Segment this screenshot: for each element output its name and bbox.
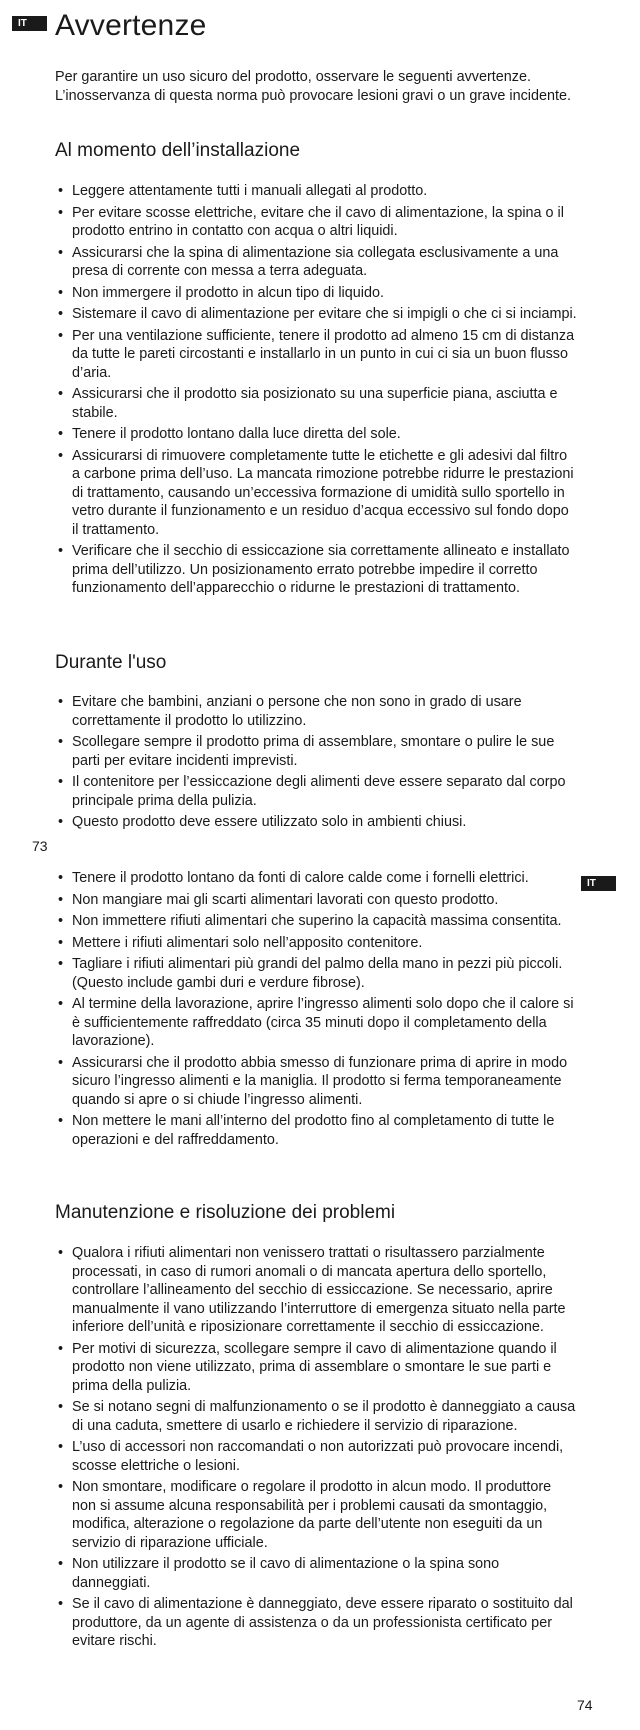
list-item: • L’uso di accessori non raccomandati o non autorizzati può provocare incendi, scosse elettriche o lesioni. — [57, 1438, 577, 1475]
section-heading-maintenance: Manutenzione e risoluzione dei problemi — [55, 1202, 396, 1223]
list-item: • Non mangiare mai gli scarti alimentari lavorati con questo prodotto. — [57, 891, 577, 910]
language-tag: IT — [12, 16, 47, 31]
list-item: • Scollegare sempre il prodotto prima di assemblare, smontare o pulire le sue parti per evitare incidenti imprevisti. — [57, 733, 577, 770]
page-number-left: 73 — [32, 838, 48, 854]
list-item: • Assicurarsi che la spina di alimentazione sia collegata esclusivamente a una presa di corrente con messa a terra adeguata. — [57, 244, 577, 281]
language-tag-side: IT — [581, 876, 616, 891]
page-title: Avvertenze — [55, 9, 207, 42]
list-item: • Leggere attentamente tutti i manuali allegati al prodotto. — [57, 182, 577, 201]
list-item: • Sistemare il cavo di alimentazione per evitare che si impigli o che ci si inciampi. — [57, 305, 577, 324]
section-heading-installation: Al momento dell’installazione — [55, 140, 301, 161]
list-item: • Il contenitore per l’essiccazione degli alimenti deve essere separato dal corpo principale prima della pulizia. — [57, 773, 577, 810]
installation-list — [57, 182, 577, 601]
usage-list-continued — [57, 869, 577, 1152]
usage-list — [57, 693, 577, 835]
section-heading-usage: Durante l'uso — [55, 652, 167, 673]
list-item: • Non immergere il prodotto in alcun tipo di liquido. — [57, 284, 577, 303]
list-item: • Questo prodotto deve essere utilizzato solo in ambienti chiusi. — [57, 813, 577, 832]
list-item: • Se si notano segni di malfunzionamento o se il prodotto è danneggiato a causa di una caduta, smettere di usarlo e richiedere il servizio di riparazione. — [57, 1398, 577, 1435]
page-number-right: 74 — [577, 1697, 593, 1713]
list-item: • Assicurarsi che il prodotto sia posizionato su una superficie piana, asciutta e stabile. — [57, 385, 577, 422]
list-item: • Tenere il prodotto lontano dalla luce diretta del sole. — [57, 425, 577, 444]
list-item: • Qualora i rifiuti alimentari non venissero trattati o risultassero parzialmente processati, in caso di rumori anomali o di mancata apertura dello sportello, controllare l’allineamento del secchio di essiccazione. Se necessario, aprire manualmente il vano utilizzando l’interruttore di emergenza situato nella parte inferiore dell’unità e riposizionare correttamente il secchio di essiccazione. — [57, 1244, 577, 1337]
list-item: • Se il cavo di alimentazione è danneggiato, deve essere riparato o sostituito dal produttore, da un agente di assistenza o da un professionista certificato per evitare rischi. — [57, 1595, 577, 1651]
list-item: • Assicurarsi di rimuovere completamente tutte le etichette e gli adesivi dal filtro a carbone prima dell’uso. La mancata rimozione potrebbe ridurre le prestazioni di trattamento, causando un’eccessiva formazione di umidità sullo sportello in vetro durante il funzionamento e un residuo d’acqua eccessivo sul fondo dopo il trattamento. — [57, 447, 577, 540]
list-item: • Evitare che bambini, anziani o persone che non sono in grado di usare correttamente il prodotto lo utilizzino. — [57, 693, 577, 730]
intro-paragraph: Per garantire un uso sicuro del prodotto, osservare le seguenti avvertenze. L’inosservanza di questa norma può provocare lesioni gravi o un grave incidente. — [55, 69, 571, 104]
list-item: • Non utilizzare il prodotto se il cavo di alimentazione o la spina sono danneggiati. — [57, 1555, 577, 1592]
list-item: • Non mettere le mani all’interno del prodotto fino al completamento di tutte le operazioni e del raffreddamento. — [57, 1112, 577, 1149]
list-item: • Non immettere rifiuti alimentari che superino la capacità massima consentita. — [57, 912, 577, 931]
list-item: • Per motivi di sicurezza, scollegare sempre il cavo di alimentazione quando il prodotto non viene utilizzato, prima di assemblare o smontare le sue parti e prima della pulizia. — [57, 1340, 577, 1396]
list-item: • Assicurarsi che il prodotto abbia smesso di funzionare prima di aprire in modo sicuro l’ingresso alimenti e la maniglia. Il prodotto si ferma temporaneamente quando si apre o si chiude l’ingresso alimenti. — [57, 1054, 577, 1110]
list-item: • Verificare che il secchio di essiccazione sia correttamente allineato e installato prima dell’utilizzo. Un posizionamento errato potrebbe impedire il corretto funzionamento dell’apparecchio o ridurne le prestazioni di trattamento. — [57, 542, 577, 598]
list-item: • Tagliare i rifiuti alimentari più grandi del palmo della mano in pezzi più piccoli. (Questo include gambi duri e verdure fibrose). — [57, 955, 577, 992]
list-item: • Tenere il prodotto lontano da fonti di calore calde come i fornelli elettrici. — [57, 869, 577, 888]
list-item: • Per una ventilazione sufficiente, tenere il prodotto ad almeno 15 cm di distanza da tutte le pareti circostanti e installarlo in un punto in cui ci sia un buon flusso d’aria. — [57, 327, 577, 383]
list-item: • Non smontare, modificare o regolare il prodotto in alcun modo. Il produttore non si assume alcuna responsabilità per i problemi causati da smontaggio, modifica, alterazione o regolazione da parte dell’utente non eseguiti da un servizio di riparazione ufficiale. — [57, 1478, 577, 1552]
list-item: • Mettere i rifiuti alimentari solo nell’apposito contenitore. — [57, 934, 577, 953]
list-item: • Al termine della lavorazione, aprire l’ingresso alimenti solo dopo che il calore si è sufficientemente raffreddato (circa 35 minuti dopo il completamento della lavorazione). — [57, 995, 577, 1051]
list-item: • Per evitare scosse elettriche, evitare che il cavo di alimentazione, la spina o il prodotto entrino in contatto con acqua o altri liquidi. — [57, 204, 577, 241]
maintenance-list — [57, 1244, 577, 1654]
